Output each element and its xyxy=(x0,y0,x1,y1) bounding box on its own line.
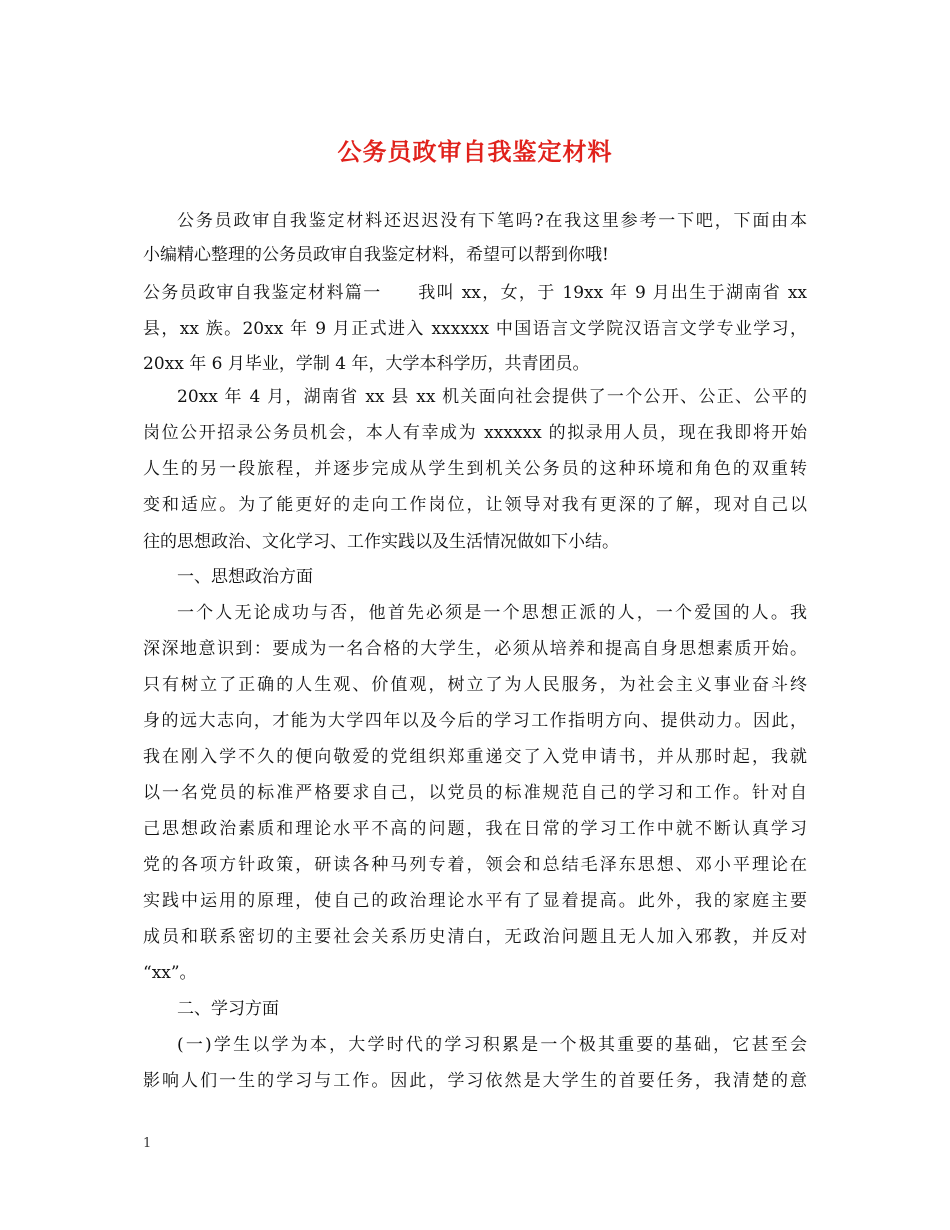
page-title: 公务员政审自我鉴定材料 xyxy=(337,137,613,166)
body-line: 身的远大志向，才能为大学四年以及今后的学习工作指明方向、提供动力。因此， xyxy=(143,711,807,731)
body-line: 公务员政审自我鉴定材料还迟迟没有下笔吗?在我这里参考一下吧，下面由本 xyxy=(177,211,807,231)
body-line: (一)学生以学为本，大学时代的学习积累是一个极其重要的基础，它甚至会 xyxy=(177,1035,807,1055)
body-line: 影响人们一生的学习与工作。因此，学习依然是大学生的首要任务，我清楚的意 xyxy=(143,1071,807,1091)
body-line: 党的各项方针政策，研读各种马列专着，领会和总结毛泽东思想、邓小平理论在 xyxy=(143,855,807,875)
body-line: 人生的另一段旅程，并逐步完成从学生到机关公务员的这种环境和角色的双重转 xyxy=(143,459,807,479)
body-line: 只有树立了正确的人生观、价值观，树立了为人民服务，为社会主义事业奋斗终 xyxy=(143,675,807,695)
body-line: 公务员政审自我鉴定材料篇一 我叫 xx，女，于 19xx 年 9 月出生于湖南省 xx xyxy=(143,283,807,303)
body-line: 实践中运用的原理，使自己的政治理论水平有了显着提高。此外，我的家庭主要 xyxy=(143,891,807,911)
body-line: 20xx 年 6 月毕业，学制 4 年，大学本科学历，共青团员。 xyxy=(143,354,590,374)
section-heading: 一、思想政治方面 xyxy=(177,567,313,587)
body-line: 小编精心整理的公务员政审自我鉴定材料，希望可以帮到你哦! xyxy=(143,245,609,265)
body-line: “xx”。 xyxy=(143,963,197,983)
body-line: 深深地意识到：要成为一名合格的大学生，必须从培养和提高自身思想素质开始。 xyxy=(143,639,807,659)
section-heading: 二、学习方面 xyxy=(177,999,279,1019)
page-number: 1 xyxy=(143,1136,152,1151)
body-line: 往的思想政治、文化学习、工作实践以及生活情况做如下小结。 xyxy=(143,532,619,552)
body-line: 一个人无论成功与否，他首先必须是一个思想正派的人，一个爱国的人。我 xyxy=(177,603,807,623)
body-line: 县，xx 族。20xx 年 9 月正式进入 xxxxxx 中国语言文学院汉语言文学专业学习， xyxy=(143,319,807,339)
body-line: 变和适应。为了能更好的走向工作岗位，让领导对我有更深的了解，现对自己以 xyxy=(143,495,807,515)
body-line: 成员和联系密切的主要社会关系历史清白，无政治问题且无人加入邪教，并反对 xyxy=(143,927,807,947)
body-line: 岗位公开招录公务员机会，本人有幸成为 xxxxxx 的拟录用人员，现在我即将开始 xyxy=(143,423,807,443)
body-line: 我在刚入学不久的便向敬爱的党组织郑重递交了入党申请书，并从那时起，我就 xyxy=(143,747,807,767)
body-line: 以一名党员的标准严格要求自己，以党员的标准规范自己的学习和工作。针对自 xyxy=(143,783,807,803)
body-line: 20xx 年 4 月，湖南省 xx 县 xx 机关面向社会提供了一个公开、公正、公平的 xyxy=(177,387,807,407)
body-line: 己思想政治素质和理论水平不高的问题，我在日常的学习工作中就不断认真学习 xyxy=(143,819,807,839)
